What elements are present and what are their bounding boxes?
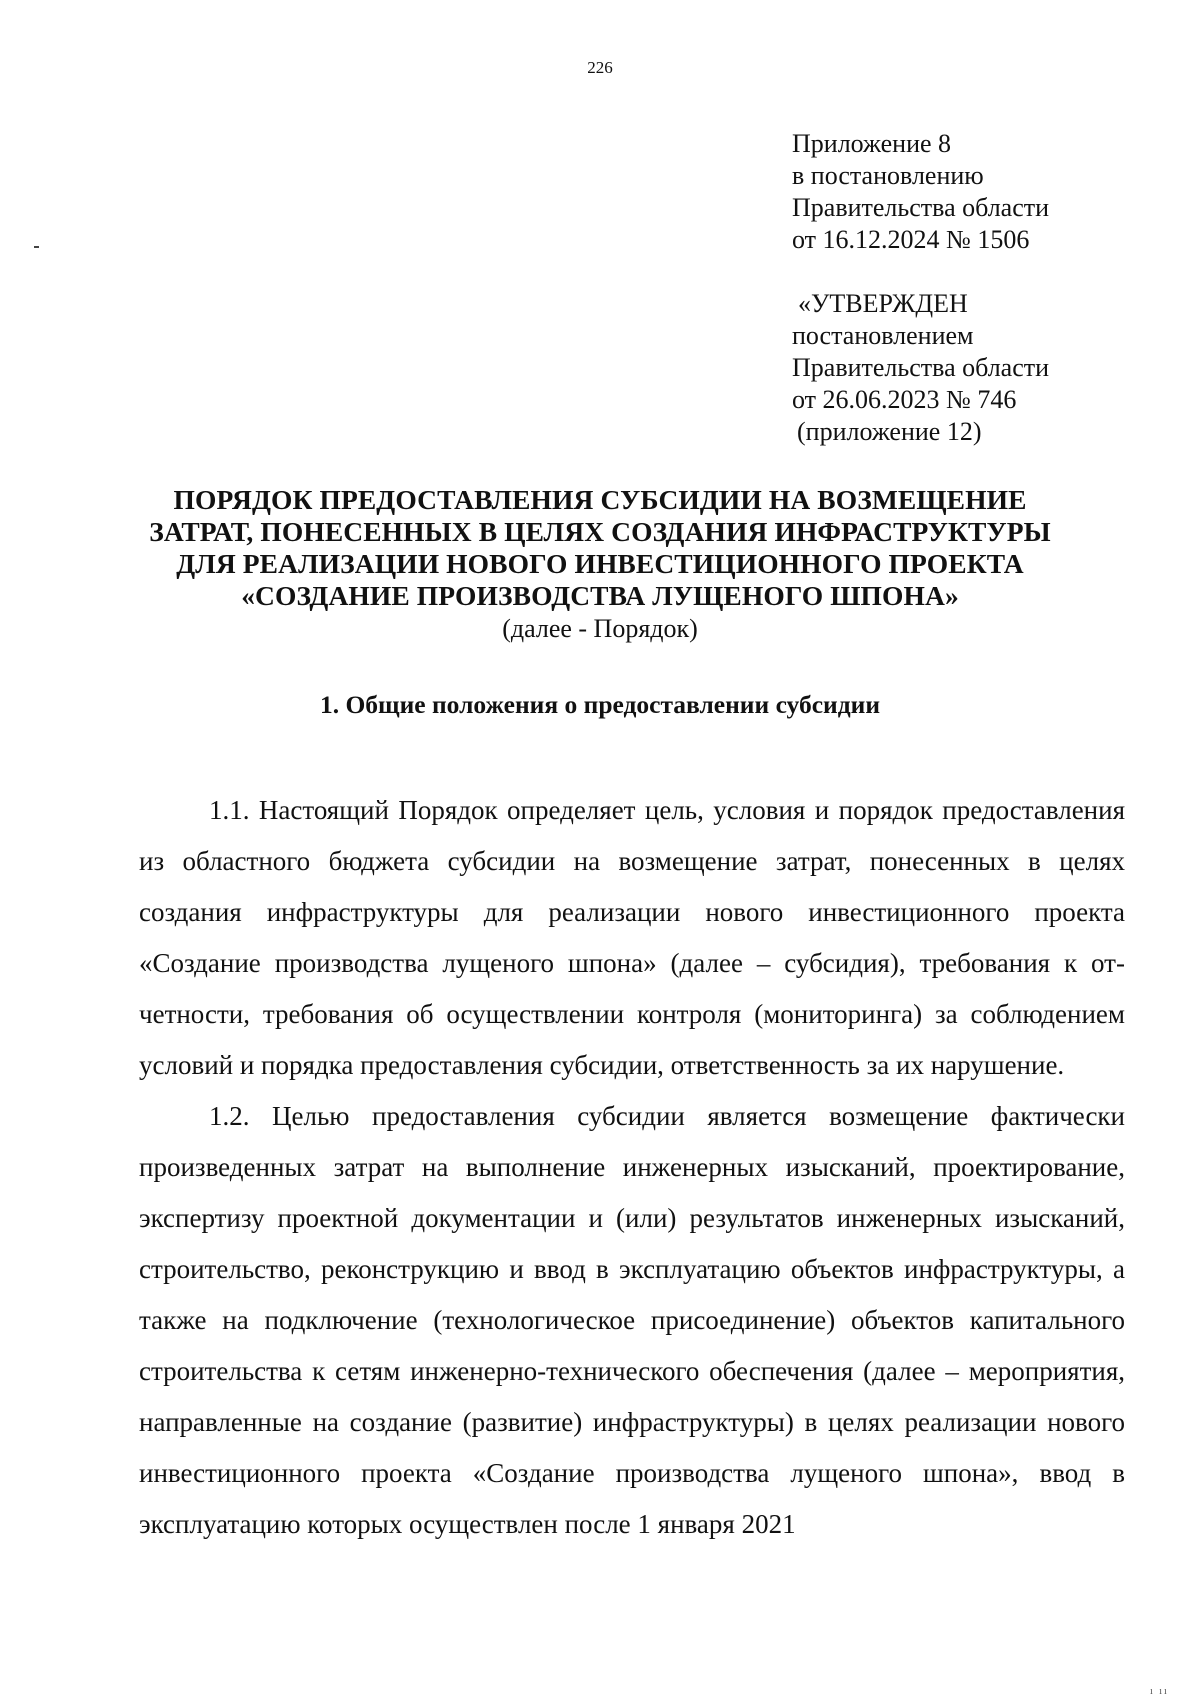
approved-line: Правительства области [792, 353, 1050, 382]
scan-mark: ı ıı [1150, 1686, 1169, 1697]
title-line: ПОРЯДОК ПРЕДОСТАВЛЕНИЯ СУБСИДИИ НА ВОЗМЕЩЕНИЕ [173, 484, 1027, 515]
appendix-line: Правительства области [792, 193, 1050, 222]
approved-line: от 26.06.2023 № 746 [792, 385, 1017, 414]
approved-line: постановлением [792, 321, 974, 350]
appendix-reference [792, 128, 1172, 256]
page-number: 226 [587, 58, 613, 77]
title-line: ЗАТРАТ, ПОНЕСЕННЫХ В ЦЕЛЯХ СОЗДАНИЯ ИНФРАСТРУКТУРЫ [149, 516, 1051, 547]
approved-line: (приложение 12) [797, 417, 982, 446]
paragraph-1-1: 1.1. Настоящий Порядок определяет цель, условия и порядок предоставления из областного бюджета субсидии на возмещение затрат, понесенных в целях создания инфраструктуры для реализации нового инвестиционного проекта «Создание производства лущеного шпона» (далее – субсидия), требования к отчетности, требования об осуществлении контроля (мониторинга) за соблюдением условий и порядка предоставления субсидии, ответственность за их нарушение. [139, 795, 1125, 1080]
title-line: ДЛЯ РЕАЛИЗАЦИИ НОВОГО ИНВЕСТИЦИОННОГО ПРОЕКТА [176, 548, 1024, 579]
appendix-line: от 16.12.2024 № 1506 [792, 225, 1030, 254]
approval-stamp [792, 288, 1172, 448]
paragraph-1-2: 1.2. Целью предоставления субсидии является возмещение фактически произведенных затрат на выполнение инженерных изысканий, проектирование, экспертизу проектной документации и (или) результатов инженерных изысканий, строительство, реконструкцию и ввод в эксплуатацию объектов инфраструктуры, а также на подключение (технологическое присоединение) объектов капитального строительства к сетям инженерно-технического обеспечения (далее – мероприятия, направленные на создание (развитие) инфраструктуры) в целях реализации нового инвестиционного проекта «Создание производства лущеного шпона», ввод в эксплуатацию которых осуществлен после 1 января 2021 [139, 1101, 1125, 1539]
title-line: «СОЗДАНИЕ ПРОИЗВОДСТВА ЛУЩЕНОГО ШПОНА» [241, 580, 959, 611]
approved-line: «УТВЕРЖДЕН [798, 289, 968, 318]
document-body [139, 785, 1125, 1550]
section-heading: 1. Общие положения о предоставлении субсидии [319, 690, 881, 719]
appendix-line: в постановлению [792, 161, 984, 190]
title-subtitle: (далее - Порядок) [502, 614, 698, 643]
appendix-line: Приложение 8 [792, 129, 952, 158]
scan-mark [34, 246, 39, 248]
document-title [100, 484, 1100, 646]
